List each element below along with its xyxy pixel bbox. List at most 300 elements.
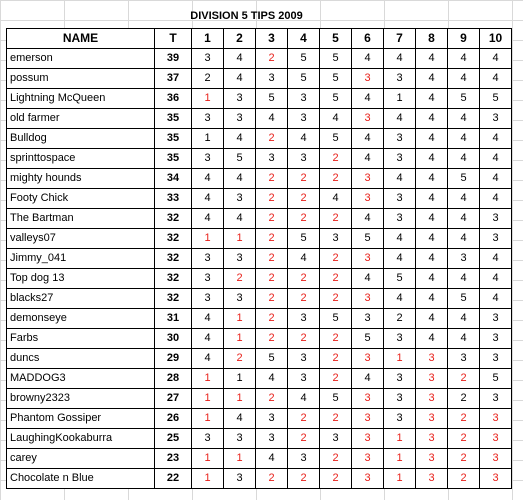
round-3-score-cell[interactable]: 2 bbox=[256, 229, 288, 249]
header-round-5[interactable]: 5 bbox=[320, 29, 352, 49]
round-7-score-cell[interactable]: 3 bbox=[384, 149, 416, 169]
round-3-score-cell[interactable]: 4 bbox=[256, 109, 288, 129]
round-8-score-cell[interactable]: 4 bbox=[416, 269, 448, 289]
round-1-score-cell[interactable]: 2 bbox=[192, 69, 224, 89]
table-row bbox=[7, 449, 512, 469]
round-1-score-cell[interactable]: 3 bbox=[192, 109, 224, 129]
tipster-name-cell[interactable]: sprinttospace bbox=[7, 149, 155, 169]
sheet-title: DIVISION 5 TIPS 2009 bbox=[190, 10, 303, 22]
round-7-score-cell[interactable]: 4 bbox=[384, 289, 416, 309]
round-4-score-cell[interactable]: 3 bbox=[288, 109, 320, 129]
round-2-score-cell[interactable]: 2 bbox=[224, 269, 256, 289]
round-6-score-cell[interactable]: 3 bbox=[352, 429, 384, 449]
header-round-6[interactable]: 6 bbox=[352, 29, 384, 49]
round-10-score-cell[interactable]: 3 bbox=[480, 409, 512, 429]
round-1-score-cell[interactable]: 3 bbox=[192, 249, 224, 269]
total-cell[interactable]: 32 bbox=[155, 249, 192, 269]
header-round-2[interactable]: 2 bbox=[224, 29, 256, 49]
round-4-score-cell[interactable]: 3 bbox=[288, 369, 320, 389]
tipster-name-cell[interactable]: demonseye bbox=[7, 309, 155, 329]
header-name[interactable]: NAME bbox=[7, 29, 155, 49]
total-cell[interactable]: 34 bbox=[155, 169, 192, 189]
round-6-score-cell[interactable]: 3 bbox=[352, 169, 384, 189]
total-cell[interactable]: 28 bbox=[155, 369, 192, 389]
header-row bbox=[7, 29, 512, 49]
tipster-name-cell[interactable]: Footy Chick bbox=[7, 189, 155, 209]
round-3-score-cell[interactable]: 2 bbox=[256, 269, 288, 289]
total-cell[interactable]: 32 bbox=[155, 289, 192, 309]
round-6-score-cell[interactable]: 4 bbox=[352, 149, 384, 169]
round-7-score-cell[interactable]: 3 bbox=[384, 69, 416, 89]
total-cell[interactable]: 32 bbox=[155, 209, 192, 229]
round-6-score-cell[interactable]: 4 bbox=[352, 89, 384, 109]
round-1-score-cell[interactable]: 1 bbox=[192, 469, 224, 489]
round-9-score-cell[interactable]: 2 bbox=[448, 449, 480, 469]
round-6-score-cell[interactable]: 4 bbox=[352, 49, 384, 69]
round-3-score-cell[interactable]: 2 bbox=[256, 209, 288, 229]
round-5-score-cell[interactable]: 2 bbox=[320, 249, 352, 269]
table-row bbox=[7, 89, 512, 109]
round-5-score-cell[interactable]: 2 bbox=[320, 329, 352, 349]
round-2-score-cell[interactable]: 4 bbox=[224, 169, 256, 189]
round-4-score-cell[interactable]: 4 bbox=[288, 129, 320, 149]
round-8-score-cell[interactable]: 3 bbox=[416, 369, 448, 389]
round-4-score-cell[interactable]: 3 bbox=[288, 149, 320, 169]
round-7-score-cell[interactable]: 1 bbox=[384, 469, 416, 489]
round-1-score-cell[interactable]: 3 bbox=[192, 289, 224, 309]
round-5-score-cell[interactable]: 3 bbox=[320, 229, 352, 249]
round-8-score-cell[interactable]: 4 bbox=[416, 289, 448, 309]
total-cell[interactable]: 35 bbox=[155, 149, 192, 169]
round-9-score-cell[interactable]: 2 bbox=[448, 389, 480, 409]
round-2-score-cell[interactable]: 1 bbox=[224, 229, 256, 249]
round-5-score-cell[interactable]: 4 bbox=[320, 189, 352, 209]
round-1-score-cell[interactable]: 3 bbox=[192, 269, 224, 289]
round-8-score-cell[interactable]: 4 bbox=[416, 329, 448, 349]
total-cell[interactable]: 27 bbox=[155, 389, 192, 409]
tipster-name-cell[interactable]: Top dog 13 bbox=[7, 269, 155, 289]
round-4-score-cell[interactable]: 2 bbox=[288, 169, 320, 189]
round-8-score-cell[interactable]: 4 bbox=[416, 49, 448, 69]
round-10-score-cell[interactable]: 3 bbox=[480, 469, 512, 489]
table-row bbox=[7, 429, 512, 449]
tipster-name-cell[interactable]: Jimmy_041 bbox=[7, 249, 155, 269]
table-row bbox=[7, 349, 512, 369]
round-9-score-cell[interactable]: 2 bbox=[448, 429, 480, 449]
round-2-score-cell[interactable]: 4 bbox=[224, 129, 256, 149]
round-8-score-cell[interactable]: 3 bbox=[416, 389, 448, 409]
table-row bbox=[7, 189, 512, 209]
round-4-score-cell[interactable]: 3 bbox=[288, 449, 320, 469]
header-round-10[interactable]: 10 bbox=[480, 29, 512, 49]
tipster-name-cell[interactable]: mighty hounds bbox=[7, 169, 155, 189]
round-8-score-cell[interactable]: 4 bbox=[416, 169, 448, 189]
tipster-name-cell[interactable]: blacks27 bbox=[7, 289, 155, 309]
round-7-score-cell[interactable]: 4 bbox=[384, 229, 416, 249]
round-1-score-cell[interactable]: 1 bbox=[192, 409, 224, 429]
round-2-score-cell[interactable]: 3 bbox=[224, 289, 256, 309]
round-5-score-cell[interactable]: 2 bbox=[320, 289, 352, 309]
round-7-score-cell[interactable]: 3 bbox=[384, 329, 416, 349]
total-cell[interactable]: 26 bbox=[155, 409, 192, 429]
round-8-score-cell[interactable]: 4 bbox=[416, 249, 448, 269]
round-2-score-cell[interactable]: 3 bbox=[224, 189, 256, 209]
table-row bbox=[7, 409, 512, 429]
total-cell[interactable]: 25 bbox=[155, 429, 192, 449]
round-10-score-cell[interactable]: 3 bbox=[480, 389, 512, 409]
round-7-score-cell[interactable]: 1 bbox=[384, 89, 416, 109]
total-cell[interactable]: 36 bbox=[155, 89, 192, 109]
header-round-1[interactable]: 1 bbox=[192, 29, 224, 49]
round-1-score-cell[interactable]: 3 bbox=[192, 149, 224, 169]
round-9-score-cell[interactable]: 4 bbox=[448, 329, 480, 349]
round-3-score-cell[interactable]: 2 bbox=[256, 189, 288, 209]
round-6-score-cell[interactable]: 3 bbox=[352, 389, 384, 409]
round-10-score-cell[interactable]: 5 bbox=[480, 89, 512, 109]
round-9-score-cell[interactable]: 3 bbox=[448, 349, 480, 369]
round-1-score-cell[interactable]: 1 bbox=[192, 449, 224, 469]
round-2-score-cell[interactable]: 4 bbox=[224, 49, 256, 69]
round-8-score-cell[interactable]: 4 bbox=[416, 109, 448, 129]
round-1-score-cell[interactable]: 3 bbox=[192, 429, 224, 449]
header-round-4[interactable]: 4 bbox=[288, 29, 320, 49]
header-total[interactable]: T bbox=[155, 29, 192, 49]
round-3-score-cell[interactable]: 2 bbox=[256, 169, 288, 189]
round-10-score-cell[interactable]: 4 bbox=[480, 129, 512, 149]
round-3-score-cell[interactable]: 5 bbox=[256, 349, 288, 369]
round-8-score-cell[interactable]: 4 bbox=[416, 229, 448, 249]
round-7-score-cell[interactable]: 4 bbox=[384, 249, 416, 269]
round-6-score-cell[interactable]: 3 bbox=[352, 69, 384, 89]
round-3-score-cell[interactable]: 4 bbox=[256, 369, 288, 389]
total-cell[interactable]: 33 bbox=[155, 189, 192, 209]
round-6-score-cell[interactable]: 4 bbox=[352, 369, 384, 389]
round-2-score-cell[interactable]: 5 bbox=[224, 149, 256, 169]
table-row bbox=[7, 49, 512, 69]
round-10-score-cell[interactable]: 4 bbox=[480, 69, 512, 89]
header-round-8[interactable]: 8 bbox=[416, 29, 448, 49]
round-3-score-cell[interactable]: 2 bbox=[256, 309, 288, 329]
table-row bbox=[7, 369, 512, 389]
round-9-score-cell[interactable]: 4 bbox=[448, 49, 480, 69]
round-3-score-cell[interactable]: 2 bbox=[256, 469, 288, 489]
round-2-score-cell[interactable]: 1 bbox=[224, 329, 256, 349]
round-8-score-cell[interactable]: 4 bbox=[416, 189, 448, 209]
tipster-name-cell[interactable]: Farbs bbox=[7, 329, 155, 349]
round-10-score-cell[interactable]: 3 bbox=[480, 109, 512, 129]
round-4-score-cell[interactable]: 2 bbox=[288, 469, 320, 489]
round-2-score-cell[interactable]: 1 bbox=[224, 309, 256, 329]
round-2-score-cell[interactable]: 4 bbox=[224, 409, 256, 429]
round-7-score-cell[interactable]: 3 bbox=[384, 409, 416, 429]
total-cell[interactable]: 35 bbox=[155, 129, 192, 149]
round-7-score-cell[interactable]: 3 bbox=[384, 389, 416, 409]
round-1-score-cell[interactable]: 1 bbox=[192, 369, 224, 389]
round-4-score-cell[interactable]: 2 bbox=[288, 409, 320, 429]
round-7-score-cell[interactable]: 4 bbox=[384, 49, 416, 69]
round-8-score-cell[interactable]: 3 bbox=[416, 429, 448, 449]
round-9-score-cell[interactable]: 4 bbox=[448, 189, 480, 209]
round-1-score-cell[interactable]: 3 bbox=[192, 49, 224, 69]
round-7-score-cell[interactable]: 5 bbox=[384, 269, 416, 289]
tipster-name-cell[interactable]: carey bbox=[7, 449, 155, 469]
round-9-score-cell[interactable]: 5 bbox=[448, 89, 480, 109]
tipster-name-cell[interactable]: old farmer bbox=[7, 109, 155, 129]
round-10-score-cell[interactable]: 3 bbox=[480, 229, 512, 249]
round-9-score-cell[interactable]: 4 bbox=[448, 149, 480, 169]
round-5-score-cell[interactable]: 2 bbox=[320, 469, 352, 489]
round-8-score-cell[interactable]: 3 bbox=[416, 409, 448, 429]
round-3-score-cell[interactable]: 2 bbox=[256, 329, 288, 349]
round-10-score-cell[interactable]: 4 bbox=[480, 149, 512, 169]
round-5-score-cell[interactable]: 2 bbox=[320, 349, 352, 369]
round-2-score-cell[interactable]: 1 bbox=[224, 389, 256, 409]
round-1-score-cell[interactable]: 1 bbox=[192, 129, 224, 149]
round-3-score-cell[interactable]: 2 bbox=[256, 249, 288, 269]
round-5-score-cell[interactable]: 5 bbox=[320, 389, 352, 409]
round-10-score-cell[interactable]: 4 bbox=[480, 189, 512, 209]
total-cell[interactable]: 37 bbox=[155, 69, 192, 89]
round-10-score-cell[interactable]: 3 bbox=[480, 349, 512, 369]
round-10-score-cell[interactable]: 3 bbox=[480, 309, 512, 329]
round-7-score-cell[interactable]: 3 bbox=[384, 189, 416, 209]
round-4-score-cell[interactable]: 5 bbox=[288, 49, 320, 69]
round-6-score-cell[interactable]: 3 bbox=[352, 109, 384, 129]
round-3-score-cell[interactable]: 3 bbox=[256, 69, 288, 89]
tipster-name-cell[interactable]: The Bartman bbox=[7, 209, 155, 229]
total-cell[interactable]: 31 bbox=[155, 309, 192, 329]
round-3-score-cell[interactable]: 3 bbox=[256, 429, 288, 449]
round-4-score-cell[interactable]: 3 bbox=[288, 349, 320, 369]
round-3-score-cell[interactable]: 2 bbox=[256, 289, 288, 309]
round-7-score-cell[interactable]: 4 bbox=[384, 169, 416, 189]
round-3-score-cell[interactable]: 2 bbox=[256, 389, 288, 409]
round-2-score-cell[interactable]: 3 bbox=[224, 109, 256, 129]
round-6-score-cell[interactable]: 3 bbox=[352, 349, 384, 369]
round-9-score-cell[interactable]: 4 bbox=[448, 109, 480, 129]
round-4-score-cell[interactable]: 5 bbox=[288, 69, 320, 89]
round-7-score-cell[interactable]: 1 bbox=[384, 429, 416, 449]
round-2-score-cell[interactable]: 4 bbox=[224, 69, 256, 89]
round-10-score-cell[interactable]: 4 bbox=[480, 269, 512, 289]
round-4-score-cell[interactable]: 4 bbox=[288, 249, 320, 269]
total-cell[interactable]: 32 bbox=[155, 229, 192, 249]
round-6-score-cell[interactable]: 4 bbox=[352, 129, 384, 149]
round-10-score-cell[interactable]: 4 bbox=[480, 289, 512, 309]
round-4-score-cell[interactable]: 2 bbox=[288, 269, 320, 289]
round-3-score-cell[interactable]: 3 bbox=[256, 409, 288, 429]
tipster-name-cell[interactable]: Bulldog bbox=[7, 129, 155, 149]
round-5-score-cell[interactable]: 2 bbox=[320, 409, 352, 429]
round-10-score-cell[interactable]: 4 bbox=[480, 169, 512, 189]
round-9-score-cell[interactable]: 4 bbox=[448, 309, 480, 329]
header-round-9[interactable]: 9 bbox=[448, 29, 480, 49]
round-4-score-cell[interactable]: 2 bbox=[288, 209, 320, 229]
round-2-score-cell[interactable]: 3 bbox=[224, 249, 256, 269]
total-cell[interactable]: 30 bbox=[155, 329, 192, 349]
round-6-score-cell[interactable]: 3 bbox=[352, 249, 384, 269]
round-8-score-cell[interactable]: 4 bbox=[416, 69, 448, 89]
round-1-score-cell[interactable]: 1 bbox=[192, 229, 224, 249]
round-5-score-cell[interactable]: 3 bbox=[320, 429, 352, 449]
round-9-score-cell[interactable]: 4 bbox=[448, 209, 480, 229]
round-1-score-cell[interactable]: 4 bbox=[192, 349, 224, 369]
table-row bbox=[7, 229, 512, 249]
round-10-score-cell[interactable]: 3 bbox=[480, 429, 512, 449]
round-9-score-cell[interactable]: 4 bbox=[448, 69, 480, 89]
round-8-score-cell[interactable]: 4 bbox=[416, 129, 448, 149]
round-3-score-cell[interactable]: 2 bbox=[256, 129, 288, 149]
round-9-score-cell[interactable]: 4 bbox=[448, 269, 480, 289]
round-5-score-cell[interactable]: 4 bbox=[320, 109, 352, 129]
tipster-name-cell[interactable]: MADDOG3 bbox=[7, 369, 155, 389]
round-8-score-cell[interactable]: 3 bbox=[416, 449, 448, 469]
round-1-score-cell[interactable]: 4 bbox=[192, 169, 224, 189]
round-7-score-cell[interactable]: 2 bbox=[384, 309, 416, 329]
round-9-score-cell[interactable]: 2 bbox=[448, 469, 480, 489]
round-9-score-cell[interactable]: 3 bbox=[448, 249, 480, 269]
tipster-name-cell[interactable]: browny2323 bbox=[7, 389, 155, 409]
round-6-score-cell[interactable]: 3 bbox=[352, 409, 384, 429]
round-4-score-cell[interactable]: 4 bbox=[288, 389, 320, 409]
total-cell[interactable]: 35 bbox=[155, 109, 192, 129]
round-2-score-cell[interactable]: 3 bbox=[224, 429, 256, 449]
round-9-score-cell[interactable]: 5 bbox=[448, 169, 480, 189]
round-7-score-cell[interactable]: 1 bbox=[384, 349, 416, 369]
round-6-score-cell[interactable]: 4 bbox=[352, 269, 384, 289]
round-5-score-cell[interactable]: 2 bbox=[320, 169, 352, 189]
round-6-score-cell[interactable]: 4 bbox=[352, 209, 384, 229]
round-7-score-cell[interactable]: 3 bbox=[384, 209, 416, 229]
round-9-score-cell[interactable]: 5 bbox=[448, 289, 480, 309]
round-5-score-cell[interactable]: 2 bbox=[320, 209, 352, 229]
table-row bbox=[7, 149, 512, 169]
tipster-name-cell[interactable]: Phantom Gossiper bbox=[7, 409, 155, 429]
round-10-score-cell[interactable]: 3 bbox=[480, 209, 512, 229]
round-8-score-cell[interactable]: 4 bbox=[416, 89, 448, 109]
round-8-score-cell[interactable]: 3 bbox=[416, 469, 448, 489]
table-row bbox=[7, 389, 512, 409]
round-2-score-cell[interactable]: 1 bbox=[224, 369, 256, 389]
round-5-score-cell[interactable]: 5 bbox=[320, 49, 352, 69]
round-8-score-cell[interactable]: 4 bbox=[416, 309, 448, 329]
tipster-name-cell[interactable]: Lightning McQueen bbox=[7, 89, 155, 109]
table-row bbox=[7, 109, 512, 129]
round-6-score-cell[interactable]: 3 bbox=[352, 469, 384, 489]
total-cell[interactable]: 22 bbox=[155, 469, 192, 489]
round-1-score-cell[interactable]: 4 bbox=[192, 309, 224, 329]
round-8-score-cell[interactable]: 4 bbox=[416, 209, 448, 229]
round-2-score-cell[interactable]: 1 bbox=[224, 449, 256, 469]
round-4-score-cell[interactable]: 3 bbox=[288, 309, 320, 329]
round-4-score-cell[interactable]: 2 bbox=[288, 329, 320, 349]
round-9-score-cell[interactable]: 2 bbox=[448, 369, 480, 389]
total-cell[interactable]: 32 bbox=[155, 269, 192, 289]
round-7-score-cell[interactable]: 3 bbox=[384, 129, 416, 149]
tipster-name-cell[interactable]: emerson bbox=[7, 49, 155, 69]
round-7-score-cell[interactable]: 3 bbox=[384, 369, 416, 389]
round-5-score-cell[interactable]: 2 bbox=[320, 149, 352, 169]
round-9-score-cell[interactable]: 4 bbox=[448, 129, 480, 149]
round-6-score-cell[interactable]: 3 bbox=[352, 289, 384, 309]
table-row bbox=[7, 269, 512, 289]
total-cell[interactable]: 23 bbox=[155, 449, 192, 469]
total-cell[interactable]: 39 bbox=[155, 49, 192, 69]
table-row bbox=[7, 329, 512, 349]
round-10-score-cell[interactable]: 3 bbox=[480, 449, 512, 469]
round-6-score-cell[interactable]: 5 bbox=[352, 229, 384, 249]
round-6-score-cell[interactable]: 3 bbox=[352, 189, 384, 209]
round-5-score-cell[interactable]: 5 bbox=[320, 89, 352, 109]
round-4-score-cell[interactable]: 2 bbox=[288, 189, 320, 209]
round-9-score-cell[interactable]: 2 bbox=[448, 409, 480, 429]
table-row bbox=[7, 289, 512, 309]
tipster-name-cell[interactable]: Chocolate n Blue bbox=[7, 469, 155, 489]
round-3-score-cell[interactable]: 2 bbox=[256, 49, 288, 69]
round-9-score-cell[interactable]: 4 bbox=[448, 229, 480, 249]
round-10-score-cell[interactable]: 4 bbox=[480, 49, 512, 69]
round-1-score-cell[interactable]: 1 bbox=[192, 89, 224, 109]
round-4-score-cell[interactable]: 3 bbox=[288, 89, 320, 109]
round-10-score-cell[interactable]: 4 bbox=[480, 249, 512, 269]
tipster-name-cell[interactable]: LaughingKookaburra bbox=[7, 429, 155, 449]
round-5-score-cell[interactable]: 2 bbox=[320, 449, 352, 469]
round-8-score-cell[interactable]: 3 bbox=[416, 349, 448, 369]
round-7-score-cell[interactable]: 1 bbox=[384, 449, 416, 469]
round-2-score-cell[interactable]: 2 bbox=[224, 349, 256, 369]
tipster-name-cell[interactable]: possum bbox=[7, 69, 155, 89]
round-4-score-cell[interactable]: 2 bbox=[288, 289, 320, 309]
round-8-score-cell[interactable]: 4 bbox=[416, 149, 448, 169]
round-5-score-cell[interactable]: 2 bbox=[320, 369, 352, 389]
round-5-score-cell[interactable]: 2 bbox=[320, 269, 352, 289]
round-1-score-cell[interactable]: 4 bbox=[192, 209, 224, 229]
round-4-score-cell[interactable]: 5 bbox=[288, 229, 320, 249]
round-10-score-cell[interactable]: 5 bbox=[480, 369, 512, 389]
table-row bbox=[7, 469, 512, 489]
round-1-score-cell[interactable]: 4 bbox=[192, 329, 224, 349]
round-10-score-cell[interactable]: 3 bbox=[480, 329, 512, 349]
round-1-score-cell[interactable]: 1 bbox=[192, 389, 224, 409]
round-6-score-cell[interactable]: 5 bbox=[352, 329, 384, 349]
tipster-name-cell[interactable]: duncs bbox=[7, 349, 155, 369]
round-3-score-cell[interactable]: 3 bbox=[256, 149, 288, 169]
tipster-name-cell[interactable]: valleys07 bbox=[7, 229, 155, 249]
round-5-score-cell[interactable]: 5 bbox=[320, 129, 352, 149]
tips-table bbox=[6, 28, 512, 489]
round-5-score-cell[interactable]: 5 bbox=[320, 69, 352, 89]
table-row bbox=[7, 209, 512, 229]
round-2-score-cell[interactable]: 4 bbox=[224, 209, 256, 229]
table-row bbox=[7, 309, 512, 329]
round-3-score-cell[interactable]: 5 bbox=[256, 89, 288, 109]
round-1-score-cell[interactable]: 4 bbox=[192, 189, 224, 209]
round-3-score-cell[interactable]: 4 bbox=[256, 449, 288, 469]
round-6-score-cell[interactable]: 3 bbox=[352, 449, 384, 469]
table-row bbox=[7, 249, 512, 269]
header-round-3[interactable]: 3 bbox=[256, 29, 288, 49]
round-2-score-cell[interactable]: 3 bbox=[224, 89, 256, 109]
header-round-7[interactable]: 7 bbox=[384, 29, 416, 49]
round-5-score-cell[interactable]: 5 bbox=[320, 309, 352, 329]
round-7-score-cell[interactable]: 4 bbox=[384, 109, 416, 129]
table-row bbox=[7, 69, 512, 89]
tips-body bbox=[7, 49, 512, 489]
total-cell[interactable]: 29 bbox=[155, 349, 192, 369]
round-4-score-cell[interactable]: 2 bbox=[288, 429, 320, 449]
round-6-score-cell[interactable]: 3 bbox=[352, 309, 384, 329]
round-2-score-cell[interactable]: 3 bbox=[224, 469, 256, 489]
